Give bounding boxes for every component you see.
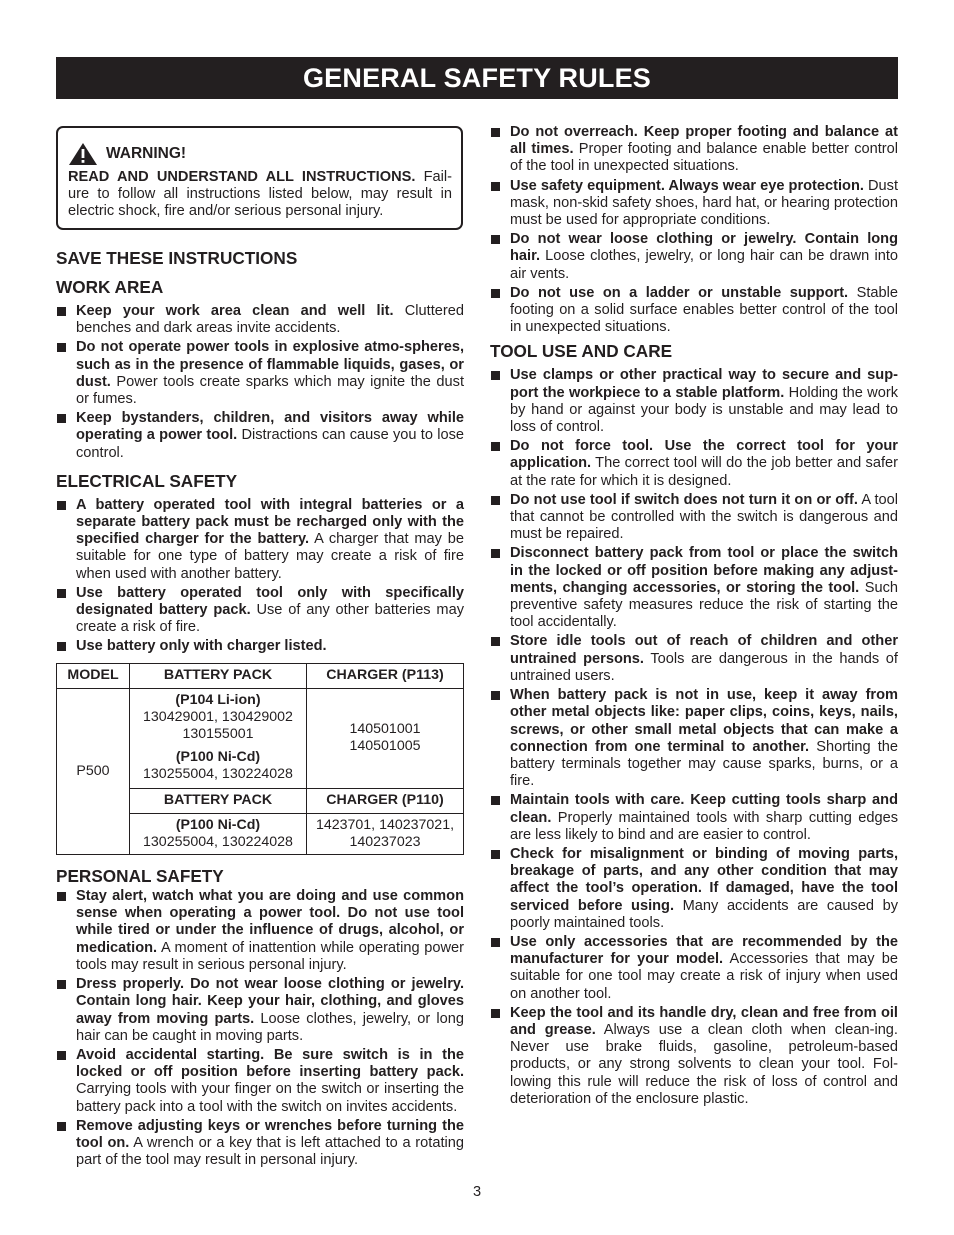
list-item: [490, 687, 898, 790]
bullet-square-icon: [491, 850, 500, 859]
list-item: [490, 1005, 898, 1108]
list-item-bold: Use clamps or other practical way to secure and sup-port the workpiece to a stable platform.: [510, 367, 898, 401]
bullet-square-icon: [57, 1122, 66, 1131]
list-item-bold: Do not use tool if switch does not turn it on or off.: [510, 491, 858, 508]
list-item-bold: A battery operated tool with integral batteries or a separate battery pack must be recharged only with the specified charger for the battery.: [76, 496, 464, 548]
list-item-text: Many accidents are caused by poorly maintained tools.: [510, 897, 898, 931]
list-item-bold: Use safety equipment. Always wear eye protection.: [510, 177, 864, 194]
list-item-bold: Keep bystanders, children, and visitors away while operating a power tool.: [76, 410, 464, 444]
list-item-bold: Do not operate power tools in explosive atmo-spheres, such as in the presence of flammable liquids, gases, or dust.: [76, 339, 464, 390]
list-item: [490, 545, 898, 631]
list-item-bold: Use battery only with charger listed.: [76, 638, 327, 655]
list-item-text: Properly maintained tools with sharp cutting edges are less likely to bind and are easier to control.: [510, 809, 898, 843]
list-item-bold: When battery pack is not in use, keep it away from other metal objects like: paper clips, coins, keys, nails, screws, or other small metal objects that can make a connection from one terminal to another.: [510, 687, 898, 755]
table-cell-model: P500: [57, 688, 130, 854]
list-item-text: Distractions can cause you to lose control.: [76, 427, 464, 461]
list-item: [490, 492, 898, 544]
list-item-text: Use of any other batteries may create a risk of fire.: [76, 602, 464, 636]
bullet-square-icon: [57, 307, 66, 316]
list-item-bold: Do not overreach. Keep proper footing and balance at all times.: [510, 124, 898, 158]
warning-body: Fail-ure to follow all instructions listed below, may result in electric shock, fire and/or serious personal injury.: [68, 169, 452, 220]
list-item-bold: Use battery operated tool only with specifically designated battery pack.: [76, 584, 464, 619]
list-item: [490, 285, 898, 337]
tool-use-heading: TOOL USE AND CARE: [490, 341, 673, 362]
work-area-heading: WORK AREA: [56, 277, 164, 297]
list-item: [490, 792, 898, 844]
warning-heading-text: WARNING!: [106, 145, 187, 163]
left-column: [56, 124, 464, 1171]
bullet-square-icon: [491, 691, 500, 700]
list-item-text: Shorting the battery terminals together may cause sparks, burns, or a fire.: [510, 738, 898, 790]
bullet-square-icon: [491, 289, 500, 298]
list-item-bold: Do not use on a ladder or unstable support.: [510, 284, 849, 301]
bullet-square-icon: [491, 549, 500, 558]
list-item-bold: Avoid accidental starting. Be sure switch is in the locked or off position before inserting battery pack.: [76, 1046, 464, 1081]
table-header-model: MODEL: [57, 663, 130, 688]
list-item: [490, 367, 898, 436]
battery-charger-table: [56, 663, 464, 855]
list-item-text: A charger that may be suitable for one type of battery may create a risk of fire when used with another battery.: [76, 531, 464, 582]
list-item-bold: Store idle tools out of reach of children and other untrained persons.: [510, 633, 898, 667]
bullet-square-icon: [57, 1051, 66, 1060]
bullet-square-icon: [491, 637, 500, 646]
liion-numbers-2: 130155001: [182, 726, 254, 743]
list-item-text: Power tools create sparks which may ignite the dust or fumes.: [76, 373, 464, 408]
charger-p110-number-b: 140237023: [349, 833, 421, 850]
table-header-battery-pack: BATTERY PACK: [130, 663, 307, 688]
list-item: [56, 1047, 464, 1116]
list-item-text: Holding the work by hand or against your body is unstable and may lead to loss of control.: [510, 384, 898, 436]
list-item: [56, 638, 464, 655]
list-item-text: Carrying tools with your finger on the switch or inserting the battery pack into a tool with the switch on invites accidents.: [76, 1081, 464, 1115]
table-header-charger-p113: CHARGER (P113): [307, 663, 464, 688]
list-item-bold: Disconnect battery pack from tool or place the switch in the locked or off position before making any adjust-ments, changing accessories, or storing the tool.: [510, 545, 898, 596]
list-item-text: Such preventive safety measures reduce the risk of starting the tool accidentally.: [510, 579, 898, 631]
list-item: [490, 934, 898, 1003]
liion-label: (P104 Li-ion): [175, 691, 261, 708]
bullet-square-icon: [57, 892, 66, 901]
charger-p110-number-a: 1423701, 140237021,: [315, 816, 455, 833]
list-item: [490, 178, 898, 230]
list-item: [56, 410, 464, 462]
warning-triangle-icon: [68, 142, 98, 166]
nicd-numbers: 130255004, 130224028: [143, 766, 293, 783]
bullet-square-icon: [57, 589, 66, 598]
liion-numbers-1: 130429001, 130429002: [143, 708, 293, 725]
list-item-bold: Keep the tool and its handle dry, clean and free from oil and grease.: [510, 1004, 898, 1038]
list-item-bold: Do not force tool. Use the correct tool for your application.: [510, 438, 898, 472]
bullet-square-icon: [491, 182, 500, 191]
table-cell-charger-p110: [307, 813, 464, 854]
general-safety-list: [490, 124, 898, 336]
warning-text: [68, 169, 452, 221]
list-item-text: A tool that cannot be controlled with the switch is dangerous and must be repaired.: [510, 491, 898, 543]
list-item-bold: Stay alert, watch what you are doing and use common sense when operating a power tool. Do not use tool while tired or under the influence of drugs, alcohol, or medication.: [76, 888, 464, 956]
bullet-square-icon: [57, 501, 66, 510]
table-cell-battery-packs: [130, 688, 307, 788]
bullet-square-icon: [57, 980, 66, 989]
electrical-safety-list: [56, 497, 464, 656]
personal-safety-list: [56, 888, 464, 1169]
list-item-text: Dust mask, non-skid safety shoes, hard hat, or hearing protection must be used for appropriate conditions.: [510, 177, 899, 229]
charger-p113-number-b: 140501005: [349, 738, 421, 755]
bullet-square-icon: [491, 235, 500, 244]
list-item-bold: Check for misalignment or binding of moving parts, breakage of parts, and any other condition that may affect the tool’s operation. If damaged, have the tool serviced before using.: [510, 845, 898, 914]
list-item-bold: Use only accessories that are recommended by the manufacturer for your model.: [510, 933, 898, 968]
list-item-text: The correct tool will do the job better and safer at the rate for which it is designed.: [510, 455, 898, 489]
list-item: [56, 497, 464, 583]
list-item: [56, 303, 464, 337]
list-item-text: Accessories that may be suitable for one tool may create a risk of injury when used on another tool.: [510, 951, 898, 1002]
list-item: [490, 846, 898, 932]
list-item: [56, 976, 464, 1045]
list-item-text: Stable footing on a solid surface enables better control of the tool in unexpected situations.: [510, 284, 899, 336]
list-item-bold: Remove adjusting keys or wrenches before turning the tool on.: [76, 1117, 464, 1151]
list-item-text: Tools are dangerous in the hands of untrained users.: [510, 650, 898, 684]
page-number: 3: [472, 1184, 482, 1200]
electrical-safety-heading: ELECTRICAL SAFETY: [56, 470, 238, 491]
personal-safety-heading: PERSONAL SAFETY: [56, 866, 224, 887]
list-item-text: Loose clothes, jewelry, or long hair can be drawn into air vents.: [510, 248, 898, 282]
warning-bold: READ AND UNDERSTAND ALL INSTRUCTIONS.: [68, 169, 416, 185]
list-item-text: A moment of inattention while operating power tools may result in serious personal injury.: [76, 939, 464, 973]
list-item-bold: Do not wear loose clothing or jewelry. Contain long hair.: [510, 231, 898, 265]
bullet-square-icon: [57, 414, 66, 423]
list-item-bold: Maintain tools with care. Keep cutting tools sharp and clean.: [510, 792, 898, 826]
table-cell-battery-pack-nicd: [130, 813, 307, 854]
list-item-bold: Dress properly. Do not wear loose clothing or jewelry. Contain long hair. Keep your hair, clothing, and gloves away from moving parts.: [76, 976, 464, 1027]
list-item: [490, 124, 898, 176]
bullet-square-icon: [57, 343, 66, 352]
nicd-label: (P100 Ni-Cd): [175, 749, 261, 766]
list-item: [56, 1118, 464, 1170]
list-item: [56, 888, 464, 974]
bullet-square-icon: [491, 938, 500, 947]
tool-use-list: [490, 367, 898, 1108]
bullet-square-icon: [491, 128, 500, 137]
list-item: [56, 585, 464, 637]
table-header-charger-p110: CHARGER (P110): [307, 788, 464, 813]
list-item-bold: Keep your work area clean and well lit.: [76, 303, 394, 319]
charger-p113-number-a: 140501001: [349, 720, 421, 737]
bullet-square-icon: [491, 796, 500, 805]
list-item-text: A wrench or a key that is left attached to a rotating part of the tool may result in personal injury.: [76, 1134, 464, 1169]
bullet-square-icon: [491, 1009, 500, 1018]
list-item-text: Proper footing and balance enable better control of the tool in unexpected situations.: [510, 141, 898, 175]
bullet-square-icon: [57, 642, 66, 651]
list-item: [490, 438, 898, 490]
list-item: [490, 231, 898, 283]
list-item: [56, 339, 464, 408]
warning-box: [56, 126, 463, 230]
nicd2-label: (P100 Ni-Cd): [175, 816, 261, 833]
save-instructions-heading: SAVE THESE INSTRUCTIONS: [56, 248, 298, 268]
list-item-text: Loose clothes, jewelry, or long hair can be caught in moving parts.: [76, 1010, 464, 1044]
bullet-square-icon: [491, 442, 500, 451]
warning-heading: [68, 142, 452, 166]
table-header-battery-pack-2: BATTERY PACK: [130, 788, 307, 813]
nicd2-numbers: 130255004, 130224028: [143, 833, 293, 850]
bullet-square-icon: [491, 371, 500, 380]
list-item-text: Always use a clean cloth when clean-ing. Never use brake fluids, gasoline, petroleum-based products, or any strong solvents to clean your tool. Fol-lowing this rule will reduce the risk of loss of control and deterioration of the enclosure plastic.: [510, 1021, 898, 1107]
work-area-list: [56, 303, 464, 462]
bullet-square-icon: [491, 496, 500, 505]
table-cell-charger-p113: [307, 688, 464, 788]
list-item: [490, 633, 898, 685]
right-column: [490, 124, 898, 1110]
page-title: GENERAL SAFETY RULES: [56, 57, 898, 99]
list-item-text: Cluttered benches and dark areas invite accidents.: [76, 303, 464, 337]
